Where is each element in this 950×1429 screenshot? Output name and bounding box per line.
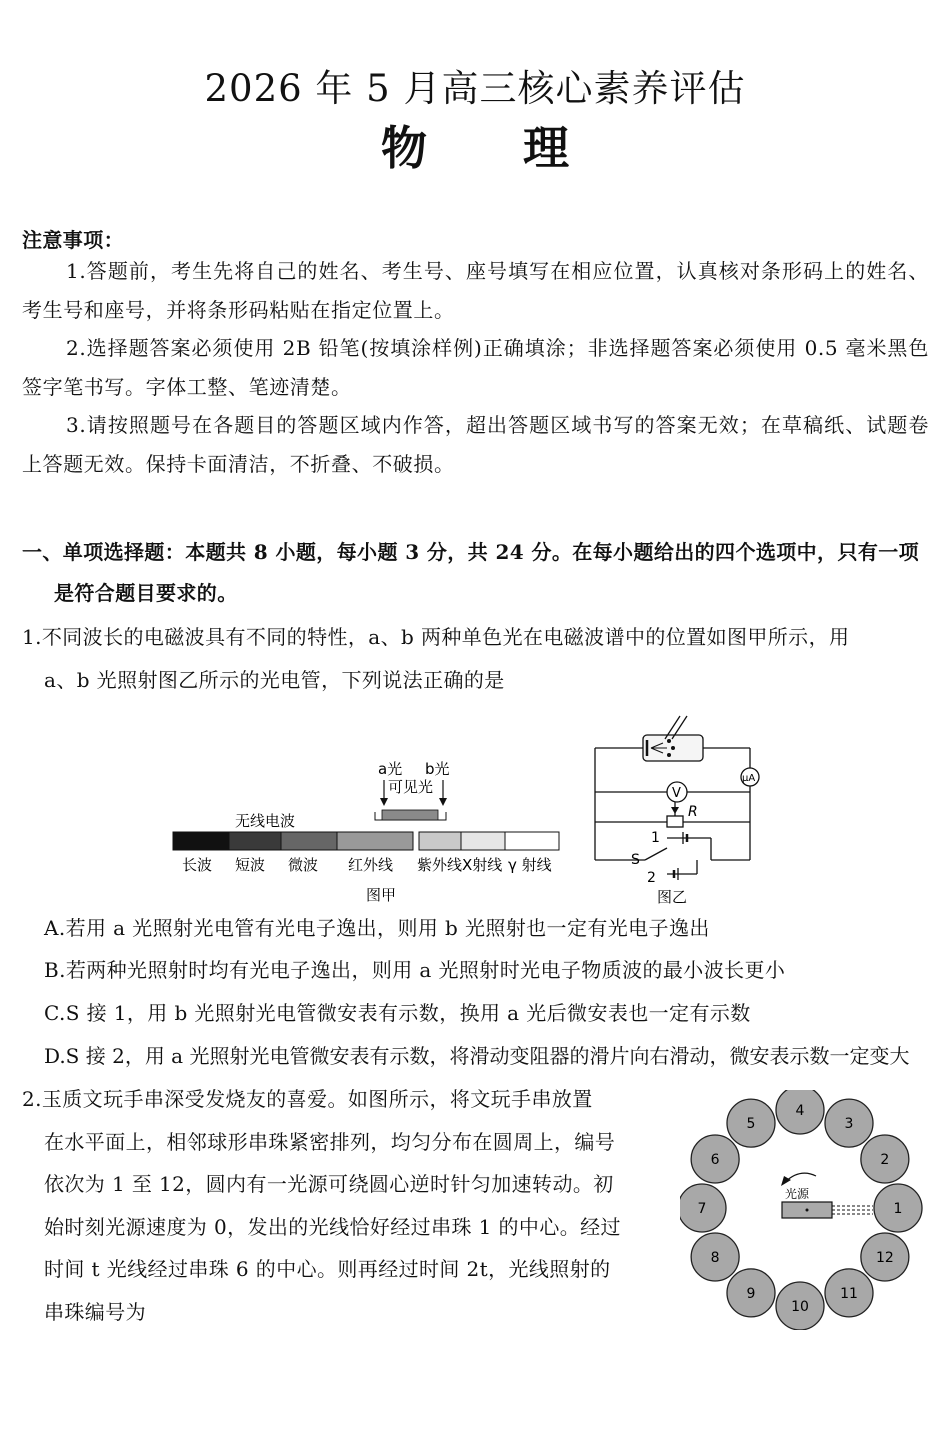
microammeter-label: μA — [742, 773, 756, 784]
bead-label-5: 5 — [746, 1116, 756, 1133]
band-label-short-wave: 短波 — [235, 856, 266, 874]
figure-b-caption: 图乙 — [657, 888, 688, 906]
circuit-figure — [585, 712, 775, 907]
band-ultraviolet — [419, 832, 461, 850]
switch-label: S — [631, 852, 640, 868]
bead-label-11: 11 — [840, 1285, 858, 1302]
band-short-wave — [229, 832, 281, 850]
q2-stem-line6: 串珠编号为 — [44, 1300, 146, 1324]
bead-label-4: 4 — [795, 1103, 805, 1119]
bead-label-2: 2 — [880, 1152, 890, 1168]
b-arrow-head — [439, 798, 447, 806]
bead-label-10: 10 — [791, 1299, 809, 1315]
band-xray — [461, 832, 505, 850]
notice-item-3: 3.请按照题号在各题目的答题区域内作答，超出答题区域书写的答案无效；在草稿纸、试题卷上答题无效。保持卡面清洁，不折叠、不破损。 — [22, 413, 929, 476]
band-gamma — [505, 832, 559, 850]
rheostat — [667, 816, 683, 827]
a-arrow-head — [380, 798, 388, 806]
q2-stem-line3: 依次为 1 至 12，圆内有一光源可绕圆心逆时针匀加速转动。初 — [44, 1172, 614, 1196]
q1-option-a: A.若用 a 光照射光电管有光电子逸出，则用 b 光照射也一定有光电子逸出 — [44, 916, 710, 940]
figure-a-caption: 图甲 — [366, 886, 397, 904]
section-heading-line1: 一、单项选择题：本题共 8 小题，每小题 3 分，共 24 分。在每小题给出的四个选项中，只有一项 — [22, 540, 920, 564]
rheostat-slider — [671, 807, 679, 814]
bead-label-9: 9 — [746, 1285, 756, 1302]
q2-stem-line4: 始时刻光源速度为 0，发出的光线恰好经过串珠 1 的中心。经过 — [44, 1215, 621, 1239]
q2-stem-line5: 时间 t 光线经过串珠 6 的中心。则再经过时间 2t，光线照射的 — [44, 1257, 611, 1281]
band-label-infrared: 红外线 — [348, 856, 394, 874]
bead-label-12: 12 — [875, 1250, 894, 1266]
q1-option-c: C.S 接 1，用 b 光照射光电管微安表有示数，换用 a 光后微安表也一定有示数 — [44, 1001, 751, 1025]
band-label-microwave: 微波 — [288, 856, 319, 874]
radio-wave-label: 无线电波 — [235, 812, 296, 830]
notice-item-1: 1.答题前，考生先将自己的姓名、考生号、座号填写在相应位置，认真核对条形码上的姓名、考生号和座号，并将条形码粘贴在指定位置上。 — [22, 259, 929, 322]
band-label-ultraviolet: 紫外线 — [417, 856, 463, 874]
spectrum-figure — [170, 752, 560, 907]
switch-blade — [645, 848, 667, 860]
bead-label-1: 1 — [893, 1201, 903, 1217]
visible-band — [382, 810, 438, 820]
q1-stem-line1: 1.不同波长的电磁波具有不同的特性，a、b 两种单色光在电磁波谱中的位置如图甲所示，用 — [22, 625, 850, 649]
subject-title: 物 理 — [380, 121, 609, 175]
voltmeter-label: V — [672, 786, 681, 801]
section-heading-line2: 是符合题目要求的。 — [54, 581, 238, 605]
q1-stem-line2: a、b 光照射图乙所示的光电管，下列说法正确的是 — [44, 668, 505, 692]
light-source-label: 光源 — [785, 1187, 810, 1201]
bead-label-6: 6 — [710, 1152, 720, 1168]
band-label-long-wave: 长波 — [182, 856, 213, 874]
bead-label-3: 3 — [844, 1116, 854, 1133]
q2-stem-line1: 2.玉质文玩手串深受发烧友的喜爱。如图所示，将文玩手串放置 — [22, 1087, 593, 1111]
band-label-gamma: γ 射线 — [508, 856, 552, 874]
visible-light-label: 可见光 — [388, 778, 434, 796]
band-infrared — [337, 832, 413, 850]
band-label-xray: X射线 — [462, 856, 503, 874]
switch-pos2-label: 2 — [647, 870, 656, 886]
rotation-arrow-head — [781, 1176, 791, 1186]
exam-title: 2026 年 5 月高三核心素养评估 — [204, 67, 746, 110]
notice-item-2: 2.选择题答案必须使用 2B 铅笔(按填涂样例)正确填涂；非选择题答案必须使用 0.5 毫米黑色签字笔书写。字体工整、笔迹清楚。 — [22, 336, 929, 399]
q2-stem-line2: 在水平面上，相邻球形串珠紧密排列，均匀分布在圆周上，编号 — [44, 1130, 616, 1154]
a-light-label: a光 — [378, 760, 403, 778]
bead-label-8: 8 — [710, 1250, 720, 1266]
band-long-wave — [173, 832, 229, 850]
bead-label-7: 7 — [697, 1201, 707, 1217]
bracelet-figure — [680, 1090, 930, 1330]
q1-option-b: B.若两种光照射时均有光电子逸出，则用 a 光照射时光电子物质波的最小波长更小 — [44, 958, 786, 982]
band-microwave — [281, 832, 337, 850]
q1-option-d: D.S 接 2，用 a 光照射光电管微安表有示数，将滑动变阻器的滑片向右滑动，微安表示数一定变大 — [44, 1044, 910, 1068]
b-light-label: b光 — [425, 760, 450, 778]
rheostat-label: R — [688, 804, 698, 820]
notice-heading: 注意事项： — [22, 228, 124, 252]
switch-pos1-label: 1 — [651, 830, 660, 846]
